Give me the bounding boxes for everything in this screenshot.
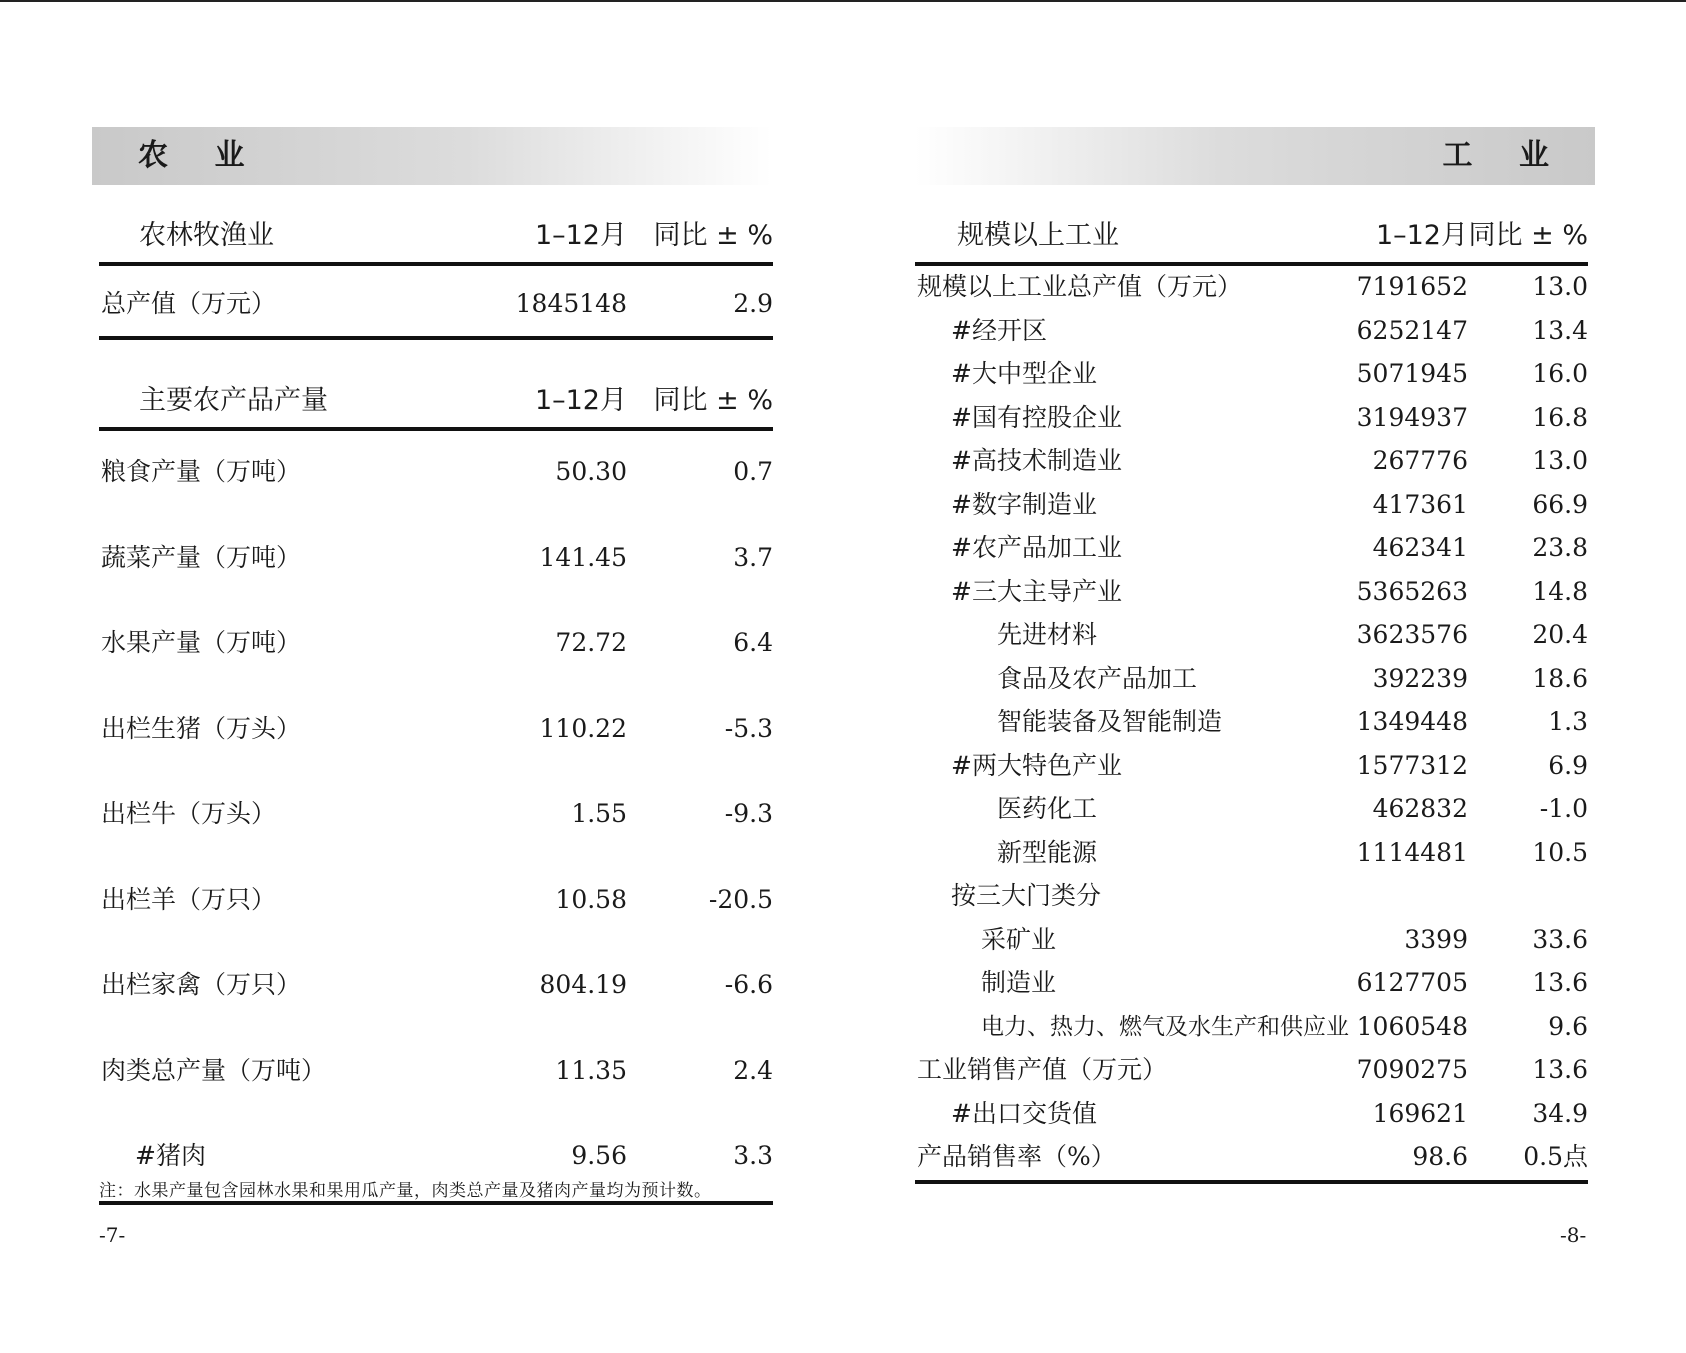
table-row	[915, 1136, 1588, 1180]
row-value: 6127705	[1356, 968, 1468, 997]
table-row	[99, 431, 773, 517]
row-label: 食品及农产品加工	[997, 663, 1198, 693]
row-label: 出栏生猪（万头）	[101, 713, 302, 743]
row-yoy: 66.9	[1532, 489, 1588, 519]
row-value: 3399	[1404, 924, 1468, 954]
row-value: 72.72	[555, 628, 627, 657]
row-yoy: 13.6	[1532, 968, 1588, 997]
row-label: 先进材料	[997, 620, 1098, 649]
table-row	[915, 440, 1588, 484]
row-value: 169621	[1372, 1098, 1468, 1128]
row-yoy: 10.5	[1532, 837, 1588, 867]
row-yoy: -6.6	[724, 970, 773, 999]
page-number-left: -7-	[99, 1223, 126, 1247]
table-row	[915, 614, 1588, 658]
row-label: 肉类总产量（万吨）	[101, 1055, 327, 1085]
row-label: 总产值（万元）	[101, 289, 277, 318]
row-value: 1577312	[1356, 750, 1468, 780]
table-row	[99, 944, 773, 1030]
row-label: 工业销售产值（万元）	[917, 1055, 1168, 1084]
row-label: 采矿业	[981, 924, 1057, 954]
row-yoy: 16.8	[1532, 402, 1588, 432]
industry-header-name: 规模以上工业	[957, 220, 1119, 251]
table-row	[99, 1030, 773, 1116]
page-number-right: -8-	[1560, 1223, 1587, 1247]
row-label: 出栏羊（万只）	[101, 884, 277, 914]
row-value: 9.56	[571, 1141, 627, 1170]
agriculture-section-banner	[92, 127, 772, 185]
row-value: 11.35	[555, 1055, 627, 1085]
row-yoy: 9.6	[1548, 1011, 1588, 1041]
row-value: 5365263	[1356, 576, 1468, 606]
row-value: 392239	[1372, 663, 1468, 693]
row-value: 1.55	[571, 799, 627, 828]
row-value: 141.45	[539, 542, 627, 572]
table-row	[915, 658, 1588, 702]
row-value: 462832	[1372, 794, 1468, 823]
row-label: 水果产量（万吨）	[101, 628, 302, 657]
row-value: 50.30	[555, 457, 627, 486]
row-label: 规模以上工业总产值（万元）	[917, 272, 1243, 301]
table-row	[915, 919, 1588, 963]
table-row	[99, 773, 773, 859]
table-row	[915, 1093, 1588, 1137]
table-row	[915, 397, 1588, 441]
agri-output-table-header	[99, 210, 773, 266]
row-label: #经开区	[951, 315, 1047, 345]
row-yoy: 33.6	[1532, 924, 1588, 954]
row-yoy: 1.3	[1548, 707, 1588, 736]
row-value: 267776	[1372, 446, 1468, 475]
row-label: 按三大门类分	[951, 881, 1102, 910]
row-label: #出口交货值	[951, 1098, 1097, 1128]
row-label: 出栏家禽（万只）	[101, 970, 302, 999]
row-yoy: -20.5	[708, 884, 773, 914]
row-yoy: 20.4	[1532, 620, 1588, 649]
row-label: 蔬菜产量（万吨）	[101, 542, 302, 572]
row-label: #三大主导产业	[951, 576, 1122, 606]
table-row	[915, 962, 1588, 1006]
row-yoy: 13.0	[1532, 446, 1588, 475]
row-yoy: 13.4	[1532, 315, 1588, 345]
table-row	[99, 517, 773, 603]
row-yoy: -9.3	[724, 799, 773, 828]
row-yoy: 23.8	[1532, 533, 1588, 562]
table-row	[915, 310, 1588, 354]
row-value: 1114481	[1356, 837, 1468, 867]
row-label: #猪肉	[135, 1141, 206, 1170]
agriculture-section-title: 农 业	[138, 138, 263, 173]
agri-output-header-period: 1–12月	[534, 220, 627, 251]
industry-table-header	[915, 210, 1588, 266]
footnote: 注：水果产量包含园林水果和果用瓜产量，肉类总产量及猪肉产量均为预计数。	[99, 1181, 712, 1201]
table-row	[99, 602, 773, 688]
agri-products-header-name: 主要农产品产量	[139, 385, 328, 416]
row-label: 粮食产量（万吨）	[101, 457, 302, 486]
industry-section-banner	[915, 127, 1595, 185]
row-value: 1845148	[515, 289, 627, 318]
row-value: 1060548	[1356, 1011, 1468, 1041]
row-label: #高技术制造业	[951, 446, 1122, 475]
table-row	[915, 875, 1588, 919]
agri-products-rows	[99, 431, 773, 1205]
row-label: #农产品加工业	[951, 533, 1122, 562]
agri-output-header-yoy: 同比 ± %	[653, 220, 773, 251]
industry-header-yoy: 同比 ± %	[1468, 220, 1588, 251]
table-row	[915, 788, 1588, 832]
row-yoy: 6.9	[1548, 750, 1588, 780]
table-row	[915, 571, 1588, 615]
table-row	[99, 688, 773, 774]
table-row	[915, 266, 1588, 310]
row-yoy: 13.6	[1532, 1055, 1588, 1084]
row-yoy: 2.4	[733, 1055, 773, 1085]
row-label: #大中型企业	[951, 359, 1097, 388]
top-border-line	[0, 0, 1686, 2]
industry-header-period: 1–12月	[1375, 220, 1468, 251]
row-value: 3623576	[1356, 620, 1468, 649]
row-yoy: -5.3	[724, 713, 773, 743]
row-yoy: 3.3	[733, 1141, 773, 1170]
row-value: 6252147	[1356, 315, 1468, 345]
row-yoy: 2.9	[733, 289, 773, 318]
agri-products-table	[99, 375, 773, 1205]
table-row	[915, 1006, 1588, 1050]
agri-output-table	[99, 210, 773, 340]
row-label: #国有控股企业	[951, 402, 1122, 432]
agri-products-header-yoy: 同比 ± %	[653, 385, 773, 416]
row-yoy: -1.0	[1539, 794, 1588, 823]
row-value: 5071945	[1356, 359, 1468, 388]
row-label: 医药化工	[997, 794, 1098, 823]
industry-section-title: 工 业	[1442, 138, 1567, 173]
row-yoy: 18.6	[1532, 663, 1588, 693]
row-value: 3194937	[1356, 402, 1468, 432]
table-row	[99, 266, 773, 340]
row-label: 电力、热力、燃气及水生产和供应业	[981, 1013, 1349, 1040]
table-row	[99, 859, 773, 945]
row-label: 智能装备及智能制造	[997, 707, 1223, 736]
table-row	[915, 701, 1588, 745]
row-yoy: 6.4	[733, 628, 773, 657]
row-value: 1349448	[1356, 707, 1468, 736]
row-yoy: 16.0	[1532, 359, 1588, 388]
row-value: 7191652	[1356, 272, 1468, 301]
row-yoy: 34.9	[1532, 1098, 1588, 1128]
row-label: #数字制造业	[951, 489, 1097, 519]
row-value: 462341	[1372, 533, 1468, 562]
table-row	[915, 484, 1588, 528]
row-value: 10.58	[555, 884, 627, 914]
industry-table	[915, 210, 1588, 1184]
row-label: #两大特色产业	[951, 750, 1122, 780]
row-value: 804.19	[539, 970, 627, 999]
agri-output-header-name: 农林牧渔业	[139, 220, 274, 251]
row-yoy: 14.8	[1532, 576, 1588, 606]
table-row	[915, 745, 1588, 789]
row-label: 出栏牛（万头）	[101, 799, 277, 828]
row-value: 7090275	[1356, 1055, 1468, 1084]
row-yoy: 13.0	[1532, 272, 1588, 301]
row-label: 产品销售率（%）	[917, 1142, 1116, 1171]
row-label: 制造业	[981, 968, 1057, 997]
industry-rows	[915, 266, 1588, 1184]
table-row	[915, 353, 1588, 397]
table-row	[915, 1049, 1588, 1093]
row-label: 新型能源	[997, 837, 1098, 867]
row-yoy: 0.7	[733, 457, 773, 486]
row-value: 98.6	[1412, 1142, 1468, 1171]
agri-products-header-period: 1–12月	[534, 385, 627, 416]
table-row	[915, 527, 1588, 571]
table-row	[915, 832, 1588, 876]
row-value: 110.22	[539, 713, 627, 743]
row-yoy: 0.5点	[1523, 1142, 1588, 1171]
agri-products-table-header	[99, 375, 773, 431]
row-yoy: 3.7	[733, 542, 773, 572]
row-value: 417361	[1372, 489, 1468, 519]
